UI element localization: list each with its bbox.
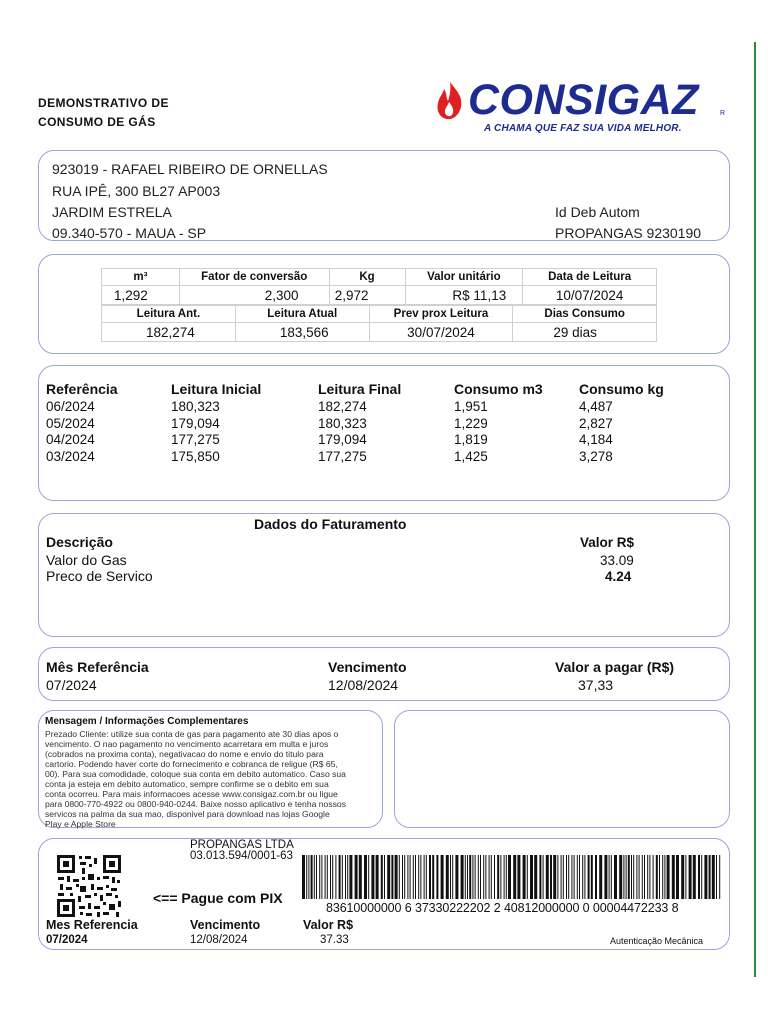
barcode-bar (701, 855, 702, 899)
barcode-bar (359, 855, 362, 899)
barcode-bar (391, 855, 393, 899)
history-header-kg: Consumo kg (579, 381, 664, 397)
message-panel (38, 710, 383, 828)
barcode-bar (491, 855, 492, 899)
summary-panel (38, 647, 730, 701)
barcode-bar (574, 855, 575, 899)
barcode-bar (681, 855, 684, 899)
barcode-bar (709, 855, 711, 899)
history-row-1-ref: 06/2024 (46, 399, 95, 414)
barcode-bar (349, 855, 352, 899)
summary-month-label: Mês Referência (46, 659, 149, 675)
barcode-bar (530, 855, 533, 899)
barcode-icon (302, 855, 722, 899)
message-title: Mensagem / Informações Complementares (45, 716, 249, 727)
customer-panel (38, 150, 730, 241)
barcode-bar (472, 855, 473, 899)
message-line: conta ocorreu. Para mais informacoes acesse www.consigaz.com.br ou ligue (45, 789, 338, 799)
barcode-bar (494, 855, 495, 899)
history-row-2-final: 180,323 (318, 416, 367, 431)
barcode-bar (716, 855, 717, 899)
barcode-bar (332, 855, 333, 899)
barcode-bar (595, 855, 597, 899)
barcode-bar (311, 855, 313, 899)
barcode-bar (517, 855, 520, 899)
barcode-bar (614, 855, 617, 899)
history-header-m3: Consumo m3 (454, 381, 543, 397)
barcode-bar (550, 855, 552, 899)
barcode-bar (698, 855, 700, 899)
message-line: conta ja esteja em debito automatico, sempre confirme se o debito em sua (45, 779, 329, 789)
value-unit-price: R$ 11,13 (405, 286, 523, 305)
barcode-bar (623, 855, 624, 899)
history-panel (38, 365, 730, 501)
history-row-3-ref: 04/2024 (46, 432, 95, 447)
barcode-bar (384, 855, 385, 899)
barcode-bar (446, 855, 449, 899)
barcode-bar (387, 855, 390, 899)
empty-info-panel (394, 710, 730, 828)
consigaz-logo (434, 76, 734, 142)
barcode-bar (513, 855, 516, 899)
auto-debit-id-label: Id Deb Autom (555, 204, 640, 220)
barcode-bar (413, 855, 414, 899)
reading-table-1 (101, 268, 657, 305)
billing-item-gas-label: Valor do Gas (46, 552, 127, 568)
barcode-bar (319, 855, 320, 899)
barcode-bar (399, 855, 400, 899)
barcode-bar (563, 855, 564, 899)
barcode-bar (330, 855, 331, 899)
customer-street: RUA IPÊ, 300 BL27 AP003 (52, 183, 221, 199)
barcode-bar (599, 855, 602, 899)
header-current-reading: Leitura Atual (235, 306, 369, 323)
barcode-bar (539, 855, 541, 899)
barcode-bar (604, 855, 607, 899)
message-line: servicos na palma da sua mao, disponivel para download nas lojas Google (45, 809, 330, 819)
header-previous-reading: Leitura Ant. (102, 306, 236, 323)
summary-month-value: 07/2024 (46, 677, 97, 693)
barcode-bar (497, 855, 499, 899)
history-row-2-kg: 2,827 (579, 416, 613, 431)
payee-cnpj: 03.013.594/0001-63 (190, 850, 293, 862)
barcode-bar (402, 855, 403, 899)
barcode-bar (306, 855, 307, 899)
barcode-bar (410, 855, 411, 899)
history-row-4-kg: 3,278 (579, 449, 613, 464)
barcode-bar (676, 855, 679, 899)
history-header-initial: Leitura Inicial (171, 381, 262, 397)
barcode-bar (316, 855, 317, 899)
payment-month-label: Mes Referencia (46, 918, 138, 932)
barcode-bar (395, 855, 398, 899)
history-row-1-m3: 1,951 (454, 399, 488, 414)
header-kg: Kg (329, 269, 405, 286)
payment-due-label: Vencimento (190, 918, 261, 932)
barcode-bar (636, 855, 637, 899)
barcode-bar (314, 855, 315, 899)
barcode-bar (364, 855, 367, 899)
header-unit-price: Valor unitário (405, 269, 523, 286)
billing-item-service-label: Preco de Servico (46, 568, 153, 584)
auto-debit-id-value: PROPANGAS 9230190 (555, 225, 702, 241)
summary-due-label: Vencimento (328, 659, 407, 675)
reading-table-2 (101, 305, 657, 342)
history-row-2-ref: 05/2024 (46, 416, 95, 431)
payment-month-value: 07/2024 (46, 934, 88, 946)
barcode-bar (308, 855, 309, 899)
history-row-4-final: 177,275 (318, 449, 367, 464)
barcode-bar (534, 855, 537, 899)
barcode-bar (404, 855, 405, 899)
barcode-bar (500, 855, 501, 899)
payment-due-value: 12/08/2024 (190, 934, 248, 946)
side-divider (754, 42, 756, 977)
barcode-bar (557, 855, 558, 899)
barcode-bar (523, 855, 526, 899)
barcode-bar (719, 855, 720, 899)
brand-registered-mark: R (720, 110, 726, 117)
value-reading-date: 10/07/2024 (523, 286, 657, 305)
barcode-bar (611, 855, 612, 899)
barcode-bar (347, 855, 348, 899)
barcode-bar (426, 855, 427, 899)
barcode-bar (619, 855, 622, 899)
barcode-bar (455, 855, 458, 899)
billing-item-gas-value: 33.09 (600, 553, 634, 568)
barcode-bar (561, 855, 562, 899)
barcode-bar (639, 855, 640, 899)
barcode-bar (712, 855, 715, 899)
barcode-bar (465, 855, 466, 899)
barcode-bar (626, 855, 627, 899)
message-line: 00). Para sua comodidade, coloque sua conta em debito automatico. Caso sua (45, 769, 346, 779)
brand-name: CONSIGAZ (468, 76, 699, 124)
barcode-bar (543, 855, 544, 899)
barcode-bar (685, 855, 686, 899)
barcode-bar (489, 855, 490, 899)
barcode-bar (704, 855, 707, 899)
header-m3: m³ (102, 269, 180, 286)
barcode-bar (504, 855, 505, 899)
history-header-reference: Referência (46, 381, 118, 397)
history-row-3-m3: 1,819 (454, 432, 488, 447)
history-row-1-kg: 4,487 (579, 399, 613, 414)
barcode-bar (450, 855, 451, 899)
value-conversion-factor: 2,300 (179, 286, 329, 305)
message-line: para 0800-770-4922 ou 0800-940-0244. Baixe nosso aplicativo e tenha nossos (45, 799, 346, 809)
barcode-bar (579, 855, 580, 899)
barcode-bar (591, 855, 593, 899)
barcode-bar (508, 855, 511, 899)
history-row-3-final: 179,094 (318, 432, 367, 447)
billing-description-header: Descrição (46, 534, 113, 550)
history-row-1-initial: 180,323 (171, 399, 220, 414)
barcode-bar (568, 855, 569, 899)
barcode-bar (672, 855, 675, 899)
barcode-bar (527, 855, 528, 899)
barcode-bar (483, 855, 484, 899)
history-row-3-initial: 177,275 (171, 432, 220, 447)
header-conversion-factor: Fator de conversão (179, 269, 329, 286)
history-header-final: Leitura Final (318, 381, 402, 397)
history-row-4-m3: 1,425 (454, 449, 488, 464)
barcode-bar (609, 855, 610, 899)
barcode-bar (653, 855, 654, 899)
header-reading-date: Data de Leitura (523, 269, 657, 286)
barcode-bar (436, 855, 438, 899)
customer-zip-city: 09.340-570 - MAUA - SP (52, 225, 207, 241)
history-row-4-ref: 03/2024 (46, 449, 95, 464)
barcode-bar (420, 855, 421, 899)
barcode-bar (342, 855, 343, 899)
summary-amount-value: 37,33 (578, 677, 614, 693)
barcode-bar (302, 855, 305, 899)
barcode-bar (662, 855, 663, 899)
history-row-1-final: 182,274 (318, 399, 367, 414)
barcode-bar (689, 855, 692, 899)
barcode-bar (424, 855, 425, 899)
barcode-bar (571, 855, 572, 899)
barcode-bar (467, 855, 468, 899)
barcode-bar (631, 855, 632, 899)
barcode-bar (485, 855, 486, 899)
billing-item-service-value: 4.24 (605, 569, 632, 584)
barcode-bar (339, 855, 341, 899)
barcode-bar (475, 855, 476, 899)
barcode-bar (441, 855, 444, 899)
summary-amount-label: Valor a pagar (R$) (555, 659, 675, 675)
header-next-reading: Prev prox Leitura (369, 306, 513, 323)
barcode-bar (642, 855, 643, 899)
barcode-bar (566, 855, 567, 899)
value-consumption-days: 29 dias (513, 323, 657, 342)
barcode-bar (371, 855, 374, 899)
payee-company: PROPANGAS LTDA (190, 839, 294, 851)
qr-code-icon[interactable] (56, 854, 122, 918)
barcode-bar (407, 855, 408, 899)
barcode-bar (693, 855, 696, 899)
value-m3: 1,292 (102, 286, 180, 305)
barcode-bar (321, 855, 322, 899)
barcode-bar (577, 855, 578, 899)
message-line: (cobrados na proxima conta), negativacao do nome e envio do titulo para (45, 749, 324, 759)
barcode-bar (368, 855, 369, 899)
document-title (38, 94, 258, 132)
barcode-bar (506, 855, 507, 899)
barcode-bar (664, 855, 665, 899)
barcode-bar (355, 855, 358, 899)
message-line: cartorio. Podendo haver corte do fornecimento e cobranca de religue (R$ 65, (45, 759, 338, 769)
history-row-2-m3: 1,229 (454, 416, 488, 431)
barcode-bar (418, 855, 419, 899)
barcode-bar (461, 855, 464, 899)
barcode-bar (469, 855, 471, 899)
message-line: vencimento. O nao pagamento no vencimento acarretara em multa e juros (45, 739, 329, 749)
barcode-bar (335, 855, 336, 899)
billing-title: Dados do Faturamento (254, 516, 407, 532)
customer-district: JARDIM ESTRELA (52, 204, 172, 220)
barcode-bar (667, 855, 670, 899)
barcode-bar (659, 855, 660, 899)
barcode-bar (628, 855, 630, 899)
header-consumption-days: Dias Consumo (513, 306, 657, 323)
barcode-bar (588, 855, 590, 899)
pix-label[interactable]: <== Pague com PIX (153, 890, 283, 906)
barcode-bar (415, 855, 416, 899)
barcode-bar (647, 855, 648, 899)
barcode-bar (325, 855, 326, 899)
history-row-3-kg: 4,184 (579, 432, 613, 447)
barcode-bar (553, 855, 556, 899)
billing-value-header: Valor R$ (580, 535, 635, 550)
doc-title-line1: DEMONSTRATIVO DE (38, 96, 169, 110)
brand-slogan: A CHAMA QUE FAZ SUA VIDA MELHOR. (484, 123, 682, 134)
barcode-number[interactable]: 83610000000 6 37330222202 2 40812000000 0 00004472233 8 (326, 901, 679, 915)
payment-amount-label: Valor R$ (303, 918, 354, 932)
barcode-bar (345, 855, 346, 899)
billing-panel (38, 513, 730, 637)
history-row-2-initial: 179,094 (171, 416, 220, 431)
barcode-bar (480, 855, 481, 899)
barcode-bar (546, 855, 549, 899)
barcode-bar (584, 855, 585, 899)
barcode-bar (633, 855, 634, 899)
value-next-reading: 30/07/2024 (369, 323, 513, 342)
message-body (45, 729, 375, 829)
barcode-bar (432, 855, 434, 899)
reading-panel (38, 254, 730, 354)
value-current-reading: 183,566 (235, 323, 369, 342)
mechanical-auth-label: Autenticação Mecânica (610, 936, 704, 946)
payment-amount-value: 37.33 (320, 934, 349, 946)
value-kg: 2,972 (329, 286, 405, 305)
barcode-bar (452, 855, 453, 899)
summary-due-value: 12/08/2024 (328, 677, 399, 693)
barcode-bar (429, 855, 431, 899)
barcode-bar (381, 855, 383, 899)
barcode-bar (656, 855, 658, 899)
history-row-4-initial: 175,850 (171, 449, 220, 464)
barcode-bar (327, 855, 328, 899)
message-line: Prezado Cliente: utilize sua conta de gas para pagamento ate 30 dias apos o (45, 729, 339, 739)
barcode-bar (376, 855, 379, 899)
barcode-bar (582, 855, 583, 899)
message-line: Play e Apple Store (45, 819, 116, 829)
customer-id-name: 923019 - RAFAEL RIBEIRO DE ORNELLAS (52, 161, 328, 177)
barcode-bar (649, 855, 650, 899)
value-previous-reading: 182,274 (102, 323, 236, 342)
flame-icon (434, 80, 466, 122)
barcode-bar (478, 855, 479, 899)
doc-title-line2: CONSUMO DE GÁS (38, 115, 156, 129)
barcode-bar (644, 855, 645, 899)
